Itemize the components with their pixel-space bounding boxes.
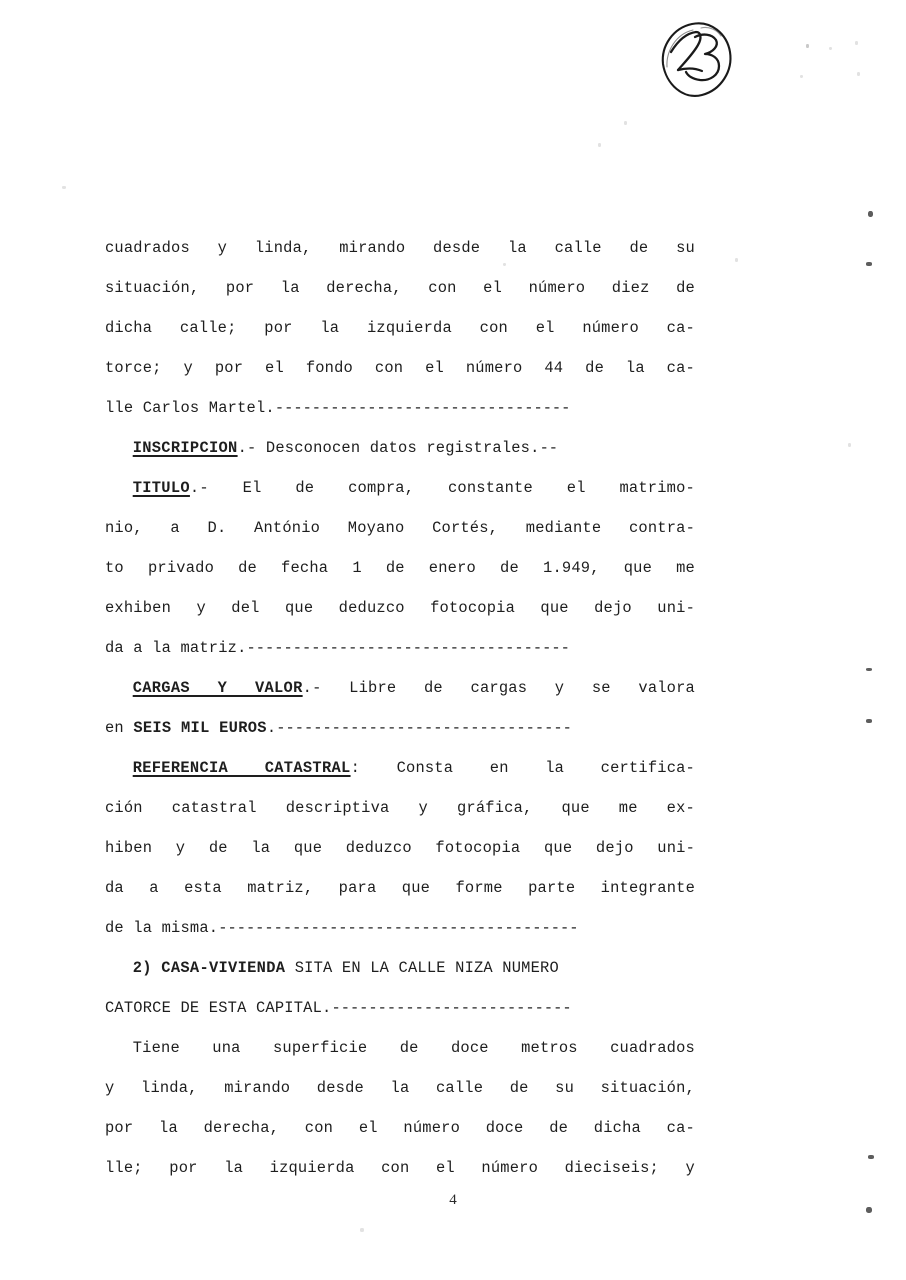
scan-speck (806, 44, 809, 48)
text-line (105, 268, 695, 308)
line-text: dicha calle; por la izquierda con el número ca- (105, 319, 695, 337)
section-heading: CARGAS Y VALOR (132, 679, 303, 697)
text-line (105, 388, 695, 428)
line-text: lle Carlos Martel. (105, 399, 275, 417)
scan-speck (868, 1155, 874, 1159)
scan-speck (800, 75, 803, 78)
section-heading: TITULO (132, 479, 190, 497)
section-heading: INSCRIPCION (132, 439, 238, 457)
scan-speck (866, 668, 872, 671)
filler-dashes: -------------------------- (331, 999, 572, 1017)
line-text: .- Desconocen datos registrales. (237, 439, 540, 457)
scan-speck (866, 262, 872, 266)
line-text: CATORCE DE ESTA CAPITAL. (105, 999, 332, 1017)
line-text: . (266, 719, 277, 737)
line-text: Tiene una superficie de doce metros cuadrados (132, 1039, 695, 1057)
handwritten-folio-mark (655, 18, 739, 104)
line-text: SITA EN LA CALLE NIZA NUMERO (285, 959, 559, 977)
text-line (105, 668, 695, 708)
text-line (105, 348, 695, 388)
text-line (105, 468, 695, 508)
line-text: : Consta en la certifica- (350, 759, 695, 777)
filler-dashes: -- (539, 439, 559, 457)
line-text: de la misma. (105, 919, 219, 937)
text-line (105, 1068, 695, 1108)
scan-speck (866, 719, 872, 723)
scan-speck (855, 41, 858, 45)
scan-speck (624, 121, 627, 125)
line-text: en (105, 719, 134, 737)
line-text: cuadrados y linda, mirando desde la calle de su (105, 239, 695, 257)
scan-speck (857, 72, 860, 76)
line-text: .- Libre de cargas y se valora (302, 679, 695, 697)
filler-dashes: ----------------------------------- (246, 639, 570, 657)
filler-dashes: --------------------------------------- (218, 919, 579, 937)
line-text: nio, a D. António Moyano Cortés, mediante contra- (105, 519, 695, 537)
text-line (105, 628, 695, 668)
line-text: lle; por la izquierda con el número dieciseis; y (105, 1159, 695, 1177)
line-text: da a la matriz. (105, 639, 247, 657)
line-text: da a esta matriz, para que forme parte integrante (105, 879, 695, 897)
scan-speck (598, 143, 601, 147)
line-text: exhiben y del que deduzco fotocopia que dejo uni- (105, 599, 695, 617)
value-amount: SEIS MIL EUROS (133, 719, 267, 737)
line-text: por la derecha, con el número doce de dicha ca- (105, 1119, 695, 1137)
line-text: torce; y por el fondo con el número 44 de la ca- (105, 359, 695, 377)
text-line (105, 508, 695, 548)
text-line (105, 588, 695, 628)
line-text: to privado de fecha 1 de enero de 1.949, que me (105, 559, 695, 577)
scan-speck (868, 211, 873, 217)
scan-speck (735, 258, 738, 262)
text-line (105, 1028, 695, 1068)
text-line (105, 548, 695, 588)
line-text: hiben y de la que deduzco fotocopia que dejo uni- (105, 839, 695, 857)
text-line (105, 948, 695, 988)
text-line (105, 308, 695, 348)
line-text: y linda, mirando desde la calle de su situación, (105, 1079, 695, 1097)
scan-speck (829, 47, 832, 50)
line-text: .- El de compra, constante el matrimo- (189, 479, 695, 497)
text-line (105, 748, 695, 788)
document-body (105, 228, 695, 1188)
text-line (105, 908, 695, 948)
page-number: 4 (449, 1192, 457, 1208)
scan-speck (848, 443, 851, 447)
text-line (105, 828, 695, 868)
scan-speck (62, 186, 66, 189)
scan-speck (360, 1228, 364, 1232)
text-line (105, 228, 695, 268)
item-heading: 2) CASA-VIVIENDA (132, 959, 286, 977)
text-line (105, 1148, 695, 1188)
filler-dashes: -------------------------------- (274, 399, 571, 417)
filler-dashes: -------------------------------- (276, 719, 572, 737)
section-heading: REFERENCIA CATASTRAL (132, 759, 351, 777)
text-line (105, 428, 695, 468)
text-line (105, 788, 695, 828)
text-line (105, 708, 695, 748)
text-line (105, 868, 695, 908)
text-line (105, 1108, 695, 1148)
line-text: situación, por la derecha, con el número diez de (105, 279, 695, 297)
text-line (105, 988, 695, 1028)
line-text: ción catastral descriptiva y gráfica, que me ex- (105, 799, 695, 817)
